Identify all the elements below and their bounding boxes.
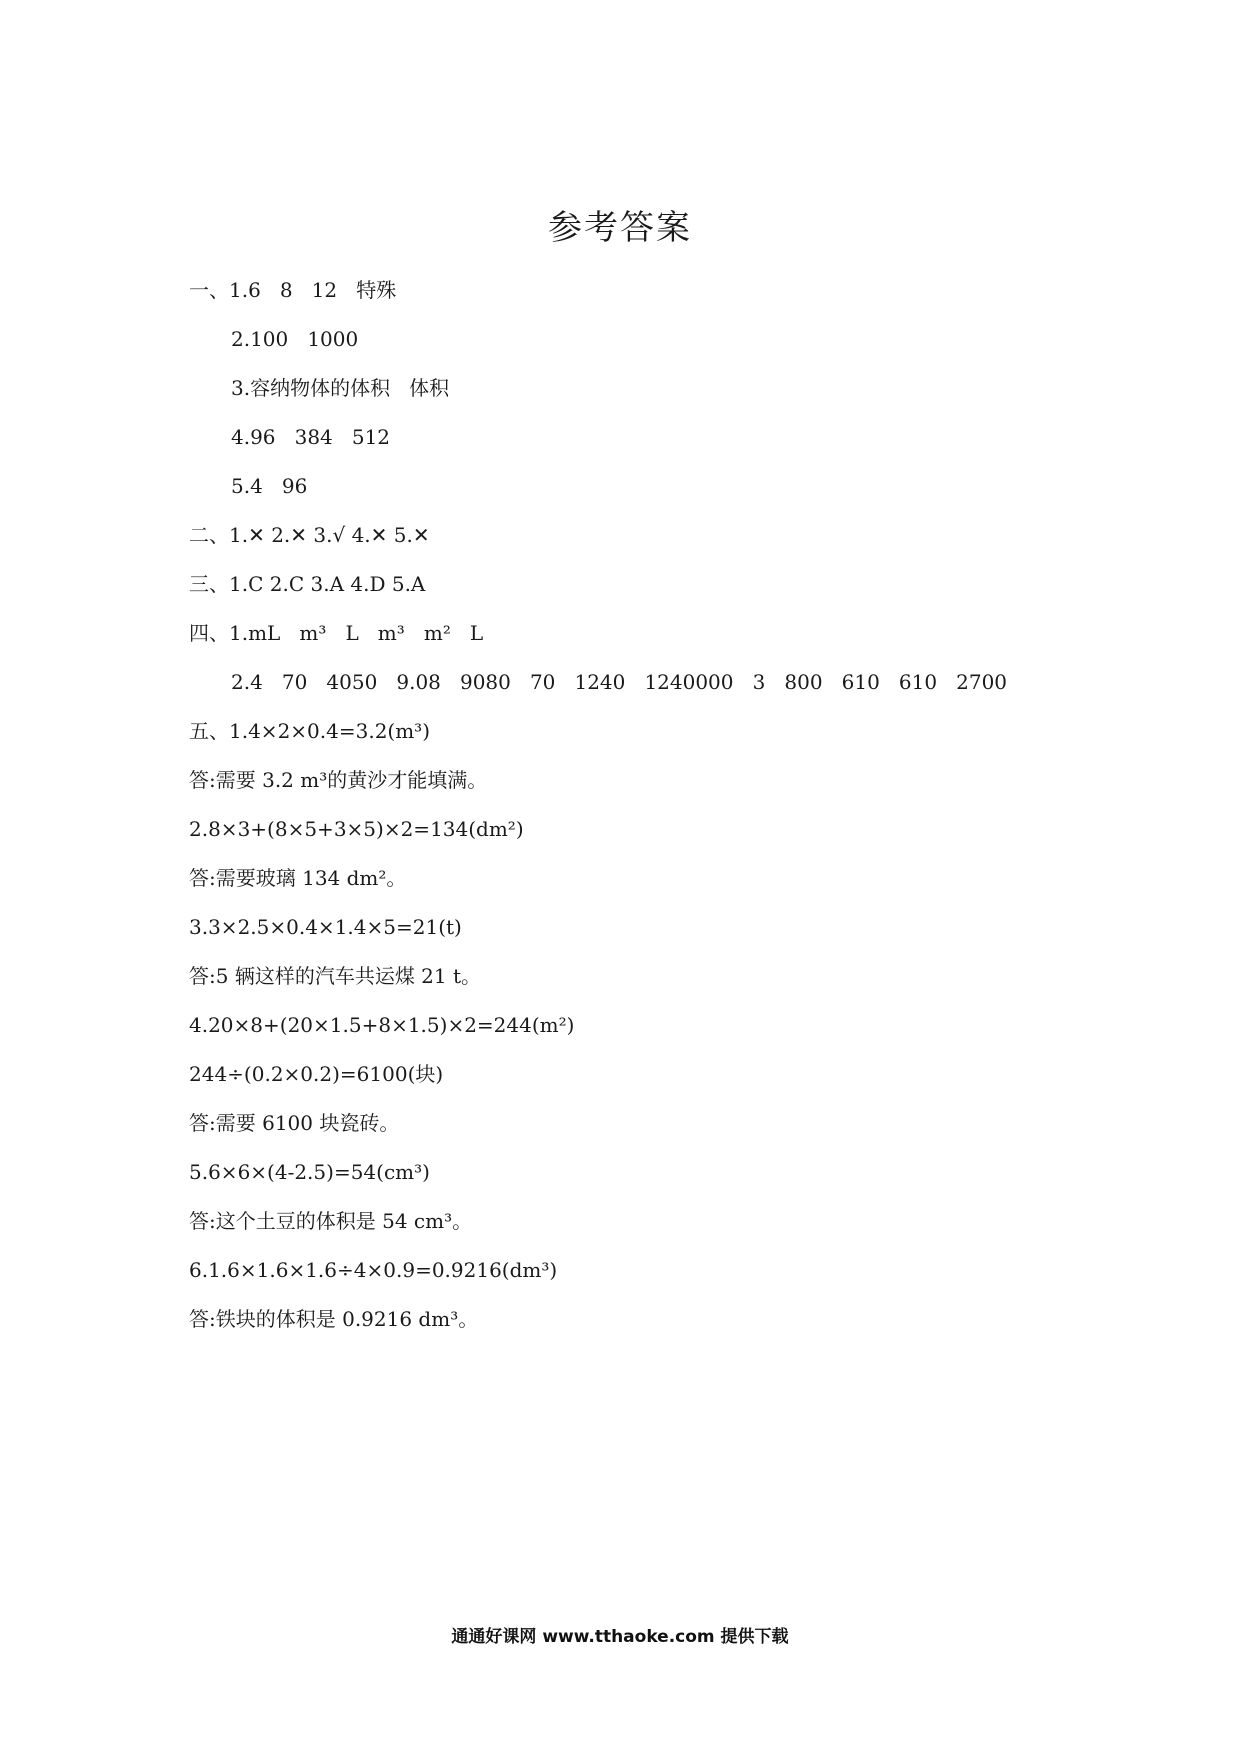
answer-line-18: 答:需要 6100 块瓷砖。	[189, 1111, 400, 1135]
answer-line-5: 5.4 96	[231, 474, 308, 498]
answer-line-2: 2.100 1000	[231, 327, 359, 351]
answer-line-12: 2.8×3+(8×5+3×5)×2=134(dm²)	[189, 817, 524, 841]
footer-source-note: 通通好课网 www.tthaoke.com 提供下载	[451, 1627, 789, 1647]
answer-line-11: 答:需要 3.2 m³的黄沙才能填满。	[189, 768, 488, 792]
answer-line-13: 答:需要玻璃 134 dm²。	[189, 866, 407, 890]
answer-line-10: 五、1.4×2×0.4=3.2(m³)	[189, 719, 431, 743]
answer-line-3: 3.容纳物体的体积 体积	[231, 376, 450, 400]
answer-line-22: 答:铁块的体积是 0.9216 dm³。	[189, 1307, 479, 1331]
answer-line-8: 四、1.mL m³ L m³ m² L	[189, 621, 484, 645]
answer-line-21: 6.1.6×1.6×1.6÷4×0.9=0.9216(dm³)	[189, 1258, 558, 1282]
answer-line-7: 三、1.C 2.C 3.A 4.D 5.A	[189, 572, 426, 596]
answer-line-17: 244÷(0.2×0.2)=6100(块)	[189, 1062, 444, 1086]
answer-line-14: 3.3×2.5×0.4×1.4×5=21(t)	[189, 915, 462, 939]
answer-line-4: 4.96 384 512	[231, 425, 391, 449]
page-title: 参考答案	[548, 208, 692, 248]
answer-line-15: 答:5 辆这样的汽车共运煤 21 t。	[189, 964, 482, 988]
answer-line-9: 2.4 70 4050 9.08 9080 70 1240 1240000 3 800 610 610 2700	[231, 670, 1008, 694]
answer-line-20: 答:这个土豆的体积是 54 cm³。	[189, 1209, 473, 1233]
answer-line-19: 5.6×6×(4-2.5)=54(cm³)	[189, 1160, 430, 1184]
answer-line-1: 一、1.6 8 12 特殊	[189, 278, 397, 302]
answer-line-16: 4.20×8+(20×1.5+8×1.5)×2=244(m²)	[189, 1013, 575, 1037]
answer-line-6: 二、1.✕ 2.✕ 3.√ 4.✕ 5.✕	[189, 523, 430, 547]
